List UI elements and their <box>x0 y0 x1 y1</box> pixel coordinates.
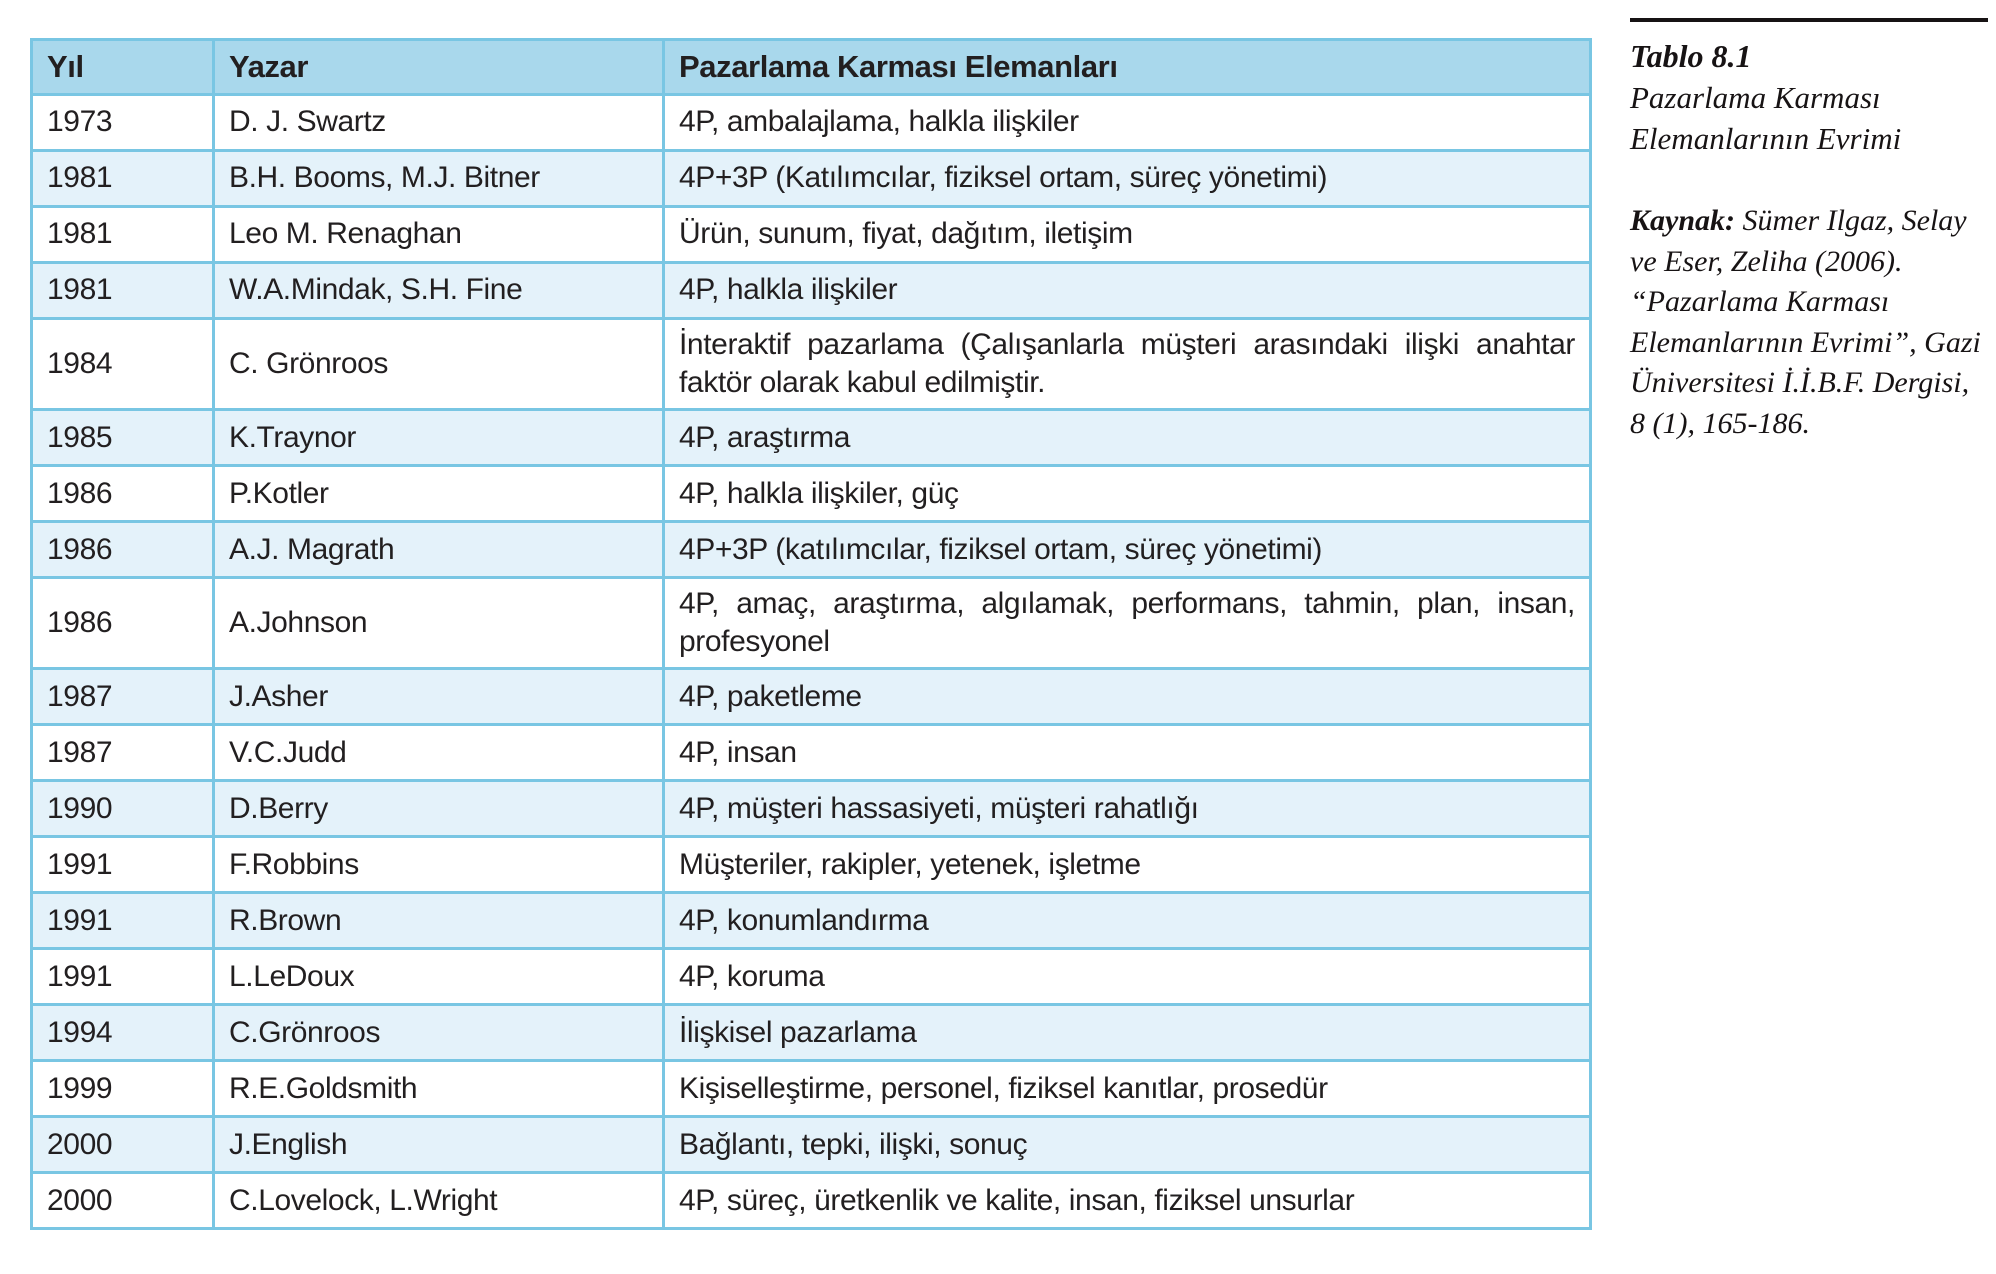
year-cell: 1987 <box>32 725 214 781</box>
elements-cell: İlişkisel pazarlama <box>664 1005 1591 1061</box>
year-cell: 2000 <box>32 1173 214 1229</box>
table-caption-number: Tablo 8.1 <box>1630 38 1752 74</box>
year-cell: 1999 <box>32 1061 214 1117</box>
author-cell: R.Brown <box>214 893 664 949</box>
year-cell: 1973 <box>32 95 214 151</box>
author-cell: W.A.Mindak, S.H. Fine <box>214 263 664 319</box>
year-cell: 1981 <box>32 207 214 263</box>
table-row <box>32 837 1591 893</box>
elements-cell: Kişiselleştirme, personel, fiziksel kanıtlar, prosedür <box>664 1061 1591 1117</box>
elements-cell: 4P, araştırma <box>664 410 1591 466</box>
marketing-mix-table-wrap <box>30 38 1592 1230</box>
author-cell: K.Traynor <box>214 410 664 466</box>
elements-cell: 4P, süreç, üretkenlik ve kalite, insan, fiziksel unsurlar <box>664 1173 1591 1229</box>
author-cell: L.LeDoux <box>214 949 664 1005</box>
year-cell: 1981 <box>32 151 214 207</box>
year-cell: 1986 <box>32 522 214 578</box>
author-cell: F.Robbins <box>214 837 664 893</box>
author-cell: A.J. Magrath <box>214 522 664 578</box>
year-cell: 1994 <box>32 1005 214 1061</box>
elements-cell: 4P, paketleme <box>664 669 1591 725</box>
table-row <box>32 669 1591 725</box>
table-row <box>32 949 1591 1005</box>
author-cell: D. J. Swartz <box>214 95 664 151</box>
elements-cell: 4P, ambalajlama, halkla ilişkiler <box>664 95 1591 151</box>
table-row <box>32 725 1591 781</box>
table-row <box>32 151 1591 207</box>
year-cell: 1984 <box>32 319 214 410</box>
table-row <box>32 578 1591 669</box>
year-cell: 1987 <box>32 669 214 725</box>
table-row <box>32 781 1591 837</box>
table-row <box>32 1117 1591 1173</box>
author-cell: C.Lovelock, L.Wright <box>214 1173 664 1229</box>
author-cell: D.Berry <box>214 781 664 837</box>
author-cell: C. Grönroos <box>214 319 664 410</box>
column-header-author: Yazar <box>214 40 664 95</box>
table-row <box>32 1173 1591 1229</box>
elements-cell: Bağlantı, tepki, ilişki, sonuç <box>664 1117 1591 1173</box>
elements-cell: 4P, amaç, araştırma, algılamak, performans, tahmin, plan, insan, profesyonel <box>664 578 1591 669</box>
elements-cell: 4P+3P (katılımcılar, fiziksel ortam, süreç yönetimi) <box>664 522 1591 578</box>
elements-cell: 4P, halkla ilişkiler <box>664 263 1591 319</box>
elements-cell: 4P, müşteri hassasiyeti, müşteri rahatlığı <box>664 781 1591 837</box>
year-cell: 1990 <box>32 781 214 837</box>
table-row <box>32 1061 1591 1117</box>
column-header-elements: Pazarlama Karması Elemanları <box>664 40 1591 95</box>
elements-cell: Ürün, sunum, fiyat, dağıtım, iletişim <box>664 207 1591 263</box>
source-text: Sümer Ilgaz, Selay ve Eser, Zeliha (2006). “Pazarlama Karması Elemanlarının Evrimi”, Gazi Üniversitesi İ.İ.B.F. Dergisi, 8 (1), 165-186. <box>1630 204 1981 440</box>
table-caption-sidebar <box>1630 18 1988 444</box>
source-note <box>1630 201 1988 444</box>
author-cell: A.Johnson <box>214 578 664 669</box>
table-row <box>32 522 1591 578</box>
author-cell: B.H. Booms, M.J. Bitner <box>214 151 664 207</box>
author-cell: R.E.Goldsmith <box>214 1061 664 1117</box>
elements-cell: 4P, insan <box>664 725 1591 781</box>
year-cell: 2000 <box>32 1117 214 1173</box>
author-cell: Leo M. Renaghan <box>214 207 664 263</box>
author-cell: C.Grönroos <box>214 1005 664 1061</box>
table-row <box>32 263 1591 319</box>
year-cell: 1991 <box>32 949 214 1005</box>
table-row <box>32 95 1591 151</box>
elements-cell: 4P, koruma <box>664 949 1591 1005</box>
author-cell: J.English <box>214 1117 664 1173</box>
source-label: Kaynak: <box>1630 204 1735 238</box>
table-body <box>32 95 1591 1229</box>
year-cell: 1985 <box>32 410 214 466</box>
elements-cell: 4P, konumlandırma <box>664 893 1591 949</box>
elements-cell: Müşteriler, rakipler, yetenek, işletme <box>664 837 1591 893</box>
year-cell: 1991 <box>32 837 214 893</box>
elements-cell: 4P+3P (Katılımcılar, fiziksel ortam, süreç yönetimi) <box>664 151 1591 207</box>
table-row <box>32 319 1591 410</box>
year-cell: 1981 <box>32 263 214 319</box>
header-row <box>32 40 1591 95</box>
table-caption-title: Pazarlama Karması Elemanlarının Evrimi <box>1630 79 1902 156</box>
table-row <box>32 466 1591 522</box>
table-row <box>32 893 1591 949</box>
author-cell: P.Kotler <box>214 466 664 522</box>
year-cell: 1991 <box>32 893 214 949</box>
table-row <box>32 1005 1591 1061</box>
year-cell: 1986 <box>32 578 214 669</box>
table-row <box>32 207 1591 263</box>
table-row <box>32 410 1591 466</box>
author-cell: V.C.Judd <box>214 725 664 781</box>
elements-cell: İnteraktif pazarlama (Çalışanlarla müşteri arasındaki ilişki anahtar faktör olarak kabul edilmiştir. <box>664 319 1591 410</box>
marketing-mix-table <box>30 38 1592 1230</box>
author-cell: J.Asher <box>214 669 664 725</box>
elements-cell: 4P, halkla ilişkiler, güç <box>664 466 1591 522</box>
column-header-year: Yıl <box>32 40 214 95</box>
caption-divider <box>1630 18 1988 22</box>
year-cell: 1986 <box>32 466 214 522</box>
